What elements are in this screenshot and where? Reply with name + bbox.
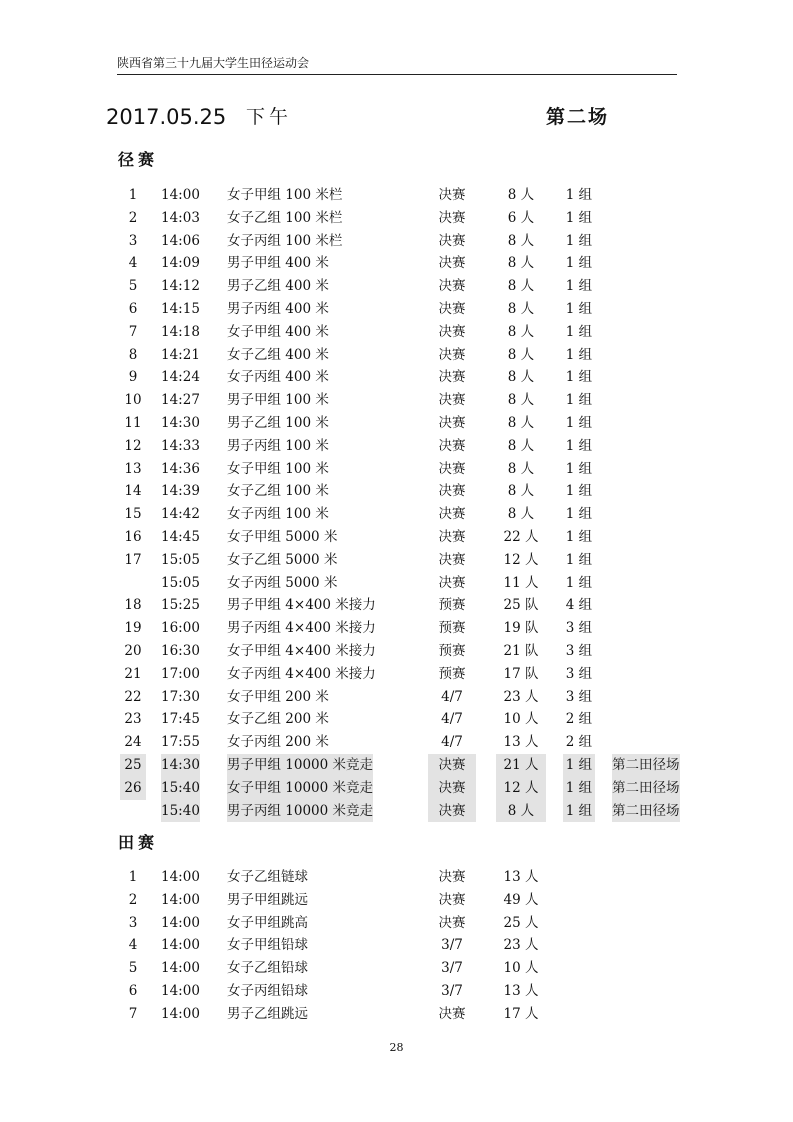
start-time: 14:09 xyxy=(161,255,200,272)
start-time: 17:00 xyxy=(161,665,200,682)
start-time: 14:00 xyxy=(161,869,200,885)
entry-count: 23 人 xyxy=(503,937,539,954)
row-number: 7 xyxy=(128,1005,138,1022)
round: 决赛 xyxy=(438,392,466,409)
start-time: 14:00 xyxy=(161,891,200,908)
entry-count: 17 人 xyxy=(503,1005,539,1022)
entry-count: 8 人 xyxy=(507,300,535,317)
entry-count: 21 队 xyxy=(503,642,539,659)
entry-count: 21 人 xyxy=(496,754,546,777)
row-number: 13 xyxy=(124,460,142,477)
group-count: 1 组 xyxy=(563,777,595,800)
row-number: 15 xyxy=(124,506,142,523)
table-row xyxy=(0,617,793,640)
venue: 第二田径场 xyxy=(612,754,680,777)
event-name: 女子甲组 4×400 米接力 xyxy=(227,642,376,659)
track-schedule-table xyxy=(0,184,793,822)
event-name: 女子甲组 400 米 xyxy=(227,323,329,340)
round: 决赛 xyxy=(438,551,466,568)
group-count: 1 组 xyxy=(565,300,593,317)
round: 决赛 xyxy=(438,506,466,523)
event-name: 女子甲组 5000 米 xyxy=(227,528,338,545)
page-number: 28 xyxy=(389,1041,404,1054)
start-time: 15:40 xyxy=(161,800,200,823)
table-row xyxy=(0,800,793,823)
event-name: 女子丙组 100 米 xyxy=(227,506,329,523)
table-row xyxy=(0,321,793,344)
row-number: 16 xyxy=(124,528,142,545)
group-count: 1 组 xyxy=(565,346,593,363)
start-time: 17:30 xyxy=(161,688,200,705)
round: 决赛 xyxy=(438,414,466,431)
row-number: 20 xyxy=(124,642,142,659)
round: 决赛 xyxy=(438,278,466,295)
table-row xyxy=(0,389,793,412)
group-count: 3 组 xyxy=(565,688,593,705)
schedule-date: 2017.05.25 xyxy=(106,105,227,129)
round: 决赛 xyxy=(438,483,466,500)
group-count: 1 组 xyxy=(565,255,593,272)
start-time: 14:00 xyxy=(161,937,200,954)
start-time: 17:55 xyxy=(161,734,200,751)
entry-count: 8 人 xyxy=(507,369,535,386)
round: 预赛 xyxy=(438,597,466,614)
event-name: 女子甲组 10000 米竞走 xyxy=(227,777,373,800)
group-count: 4 组 xyxy=(565,597,593,614)
table-row xyxy=(0,184,793,207)
row-number: 4 xyxy=(128,255,138,272)
round: 决赛 xyxy=(438,528,466,545)
round: 4/7 xyxy=(441,734,463,751)
start-time: 14:18 xyxy=(161,323,200,340)
event-name: 女子丙组铅球 xyxy=(227,982,308,999)
event-name: 女子丙组 200 米 xyxy=(227,734,329,751)
row-number: 3 xyxy=(128,232,138,249)
table-row xyxy=(0,298,793,321)
start-time: 15:40 xyxy=(161,777,200,800)
start-time: 17:45 xyxy=(161,711,200,728)
event-name: 男子丙组 400 米 xyxy=(227,300,329,317)
round: 决赛 xyxy=(438,187,466,203)
group-count: 1 组 xyxy=(565,506,593,523)
event-name: 女子丙组 4×400 米接力 xyxy=(227,665,376,682)
table-row xyxy=(0,889,793,912)
event-name: 男子甲组 4×400 米接力 xyxy=(227,597,376,614)
group-count: 1 组 xyxy=(565,392,593,409)
entry-count: 8 人 xyxy=(507,255,535,272)
group-count: 1 组 xyxy=(565,278,593,295)
table-row xyxy=(0,934,793,957)
event-name: 女子乙组铅球 xyxy=(227,960,308,977)
start-time: 14:24 xyxy=(161,369,200,386)
event-name: 女子丙组 400 米 xyxy=(227,369,329,386)
group-count: 2 组 xyxy=(565,734,593,751)
group-count: 1 组 xyxy=(565,551,593,568)
entry-count: 8 人 xyxy=(507,346,535,363)
entry-count: 8 人 xyxy=(507,278,535,295)
start-time: 14:03 xyxy=(161,209,200,226)
event-name: 男子甲组跳远 xyxy=(227,891,308,908)
round: 预赛 xyxy=(438,642,466,659)
group-count: 1 组 xyxy=(565,528,593,545)
start-time: 14:00 xyxy=(161,187,200,203)
row-number: 7 xyxy=(128,323,138,340)
meet-title: 陕西省第三十九届大学生田径运动会 xyxy=(117,56,310,70)
table-row xyxy=(0,1003,793,1026)
round: 决赛 xyxy=(438,869,466,885)
start-time: 14:21 xyxy=(161,346,200,363)
start-time: 14:30 xyxy=(161,754,200,777)
schedule-period: 下午 xyxy=(246,106,293,128)
start-time: 14:12 xyxy=(161,278,200,295)
round: 决赛 xyxy=(438,460,466,477)
table-row xyxy=(0,980,793,1003)
entry-count: 19 队 xyxy=(503,620,539,637)
round: 决赛 xyxy=(438,437,466,454)
entry-count: 8 人 xyxy=(507,187,535,203)
round: 决赛 xyxy=(438,232,466,249)
event-name: 女子甲组铅球 xyxy=(227,937,308,954)
round: 决赛 xyxy=(438,323,466,340)
start-time: 16:00 xyxy=(161,620,200,637)
entry-count: 17 队 xyxy=(503,665,539,682)
row-number: 22 xyxy=(124,688,142,705)
event-name: 男子甲组 400 米 xyxy=(227,255,329,272)
round: 决赛 xyxy=(438,346,466,363)
row-number: 25 xyxy=(120,754,146,777)
table-row xyxy=(0,754,793,777)
table-row xyxy=(0,663,793,686)
table-row xyxy=(0,912,793,935)
group-count: 3 组 xyxy=(565,620,593,637)
event-name: 女子乙组 400 米 xyxy=(227,346,329,363)
row-number: 5 xyxy=(128,278,138,295)
table-row xyxy=(0,344,793,367)
round: 3/7 xyxy=(441,982,463,999)
start-time: 14:42 xyxy=(161,506,200,523)
table-row xyxy=(0,480,793,503)
group-count: 3 组 xyxy=(565,665,593,682)
event-name: 女子甲组 200 米 xyxy=(227,688,329,705)
entry-count: 25 人 xyxy=(503,914,539,931)
table-row xyxy=(0,435,793,458)
group-count: 1 组 xyxy=(565,369,593,386)
schedule-session: 第二场 xyxy=(546,106,610,128)
group-count: 1 组 xyxy=(565,232,593,249)
group-count: 1 组 xyxy=(563,800,595,823)
round: 决赛 xyxy=(428,777,476,800)
row-number: 2 xyxy=(128,891,138,908)
event-name: 女子甲组 100 米 xyxy=(227,460,329,477)
entry-count: 12 人 xyxy=(496,777,546,800)
start-time: 14:00 xyxy=(161,982,200,999)
start-time: 14:15 xyxy=(161,300,200,317)
entry-count: 8 人 xyxy=(507,483,535,500)
start-time: 14:45 xyxy=(161,528,200,545)
table-row xyxy=(0,207,793,230)
entry-count: 13 人 xyxy=(503,982,539,999)
event-name: 女子乙组链球 xyxy=(227,869,308,885)
table-row xyxy=(0,526,793,549)
group-count: 1 组 xyxy=(565,437,593,454)
event-name: 女子丙组 100 米栏 xyxy=(227,232,343,249)
entry-count: 13 人 xyxy=(503,734,539,751)
entry-count: 8 人 xyxy=(507,414,535,431)
round: 决赛 xyxy=(438,914,466,931)
event-name: 男子丙组 10000 米竞走 xyxy=(227,800,373,823)
event-name: 男子乙组 400 米 xyxy=(227,278,329,295)
round: 决赛 xyxy=(428,754,476,777)
group-count: 3 组 xyxy=(565,642,593,659)
event-name: 男子甲组 100 米 xyxy=(227,392,329,409)
table-row xyxy=(0,458,793,481)
entry-count: 8 人 xyxy=(507,323,535,340)
row-number: 21 xyxy=(124,665,142,682)
event-name: 男子乙组跳远 xyxy=(227,1005,308,1022)
event-name: 女子乙组 5000 米 xyxy=(227,551,338,568)
row-number: 6 xyxy=(128,300,138,317)
row-number: 19 xyxy=(124,620,142,637)
start-time: 14:36 xyxy=(161,460,200,477)
row-number: 2 xyxy=(128,209,138,226)
round: 决赛 xyxy=(438,574,466,591)
round: 4/7 xyxy=(441,688,463,705)
venue: 第二田径场 xyxy=(612,800,680,823)
table-row xyxy=(0,957,793,980)
table-row xyxy=(0,708,793,731)
entry-count: 25 队 xyxy=(503,597,539,614)
row-number: 4 xyxy=(128,937,138,954)
start-time: 14:39 xyxy=(161,483,200,500)
group-count: 1 组 xyxy=(565,323,593,340)
row-number: 1 xyxy=(128,187,138,203)
table-row xyxy=(0,549,793,572)
table-row xyxy=(0,731,793,754)
row-number: 14 xyxy=(124,483,142,500)
row-number: 10 xyxy=(124,392,142,409)
table-row xyxy=(0,275,793,298)
start-time: 16:30 xyxy=(161,642,200,659)
row-number: 8 xyxy=(128,346,138,363)
start-time: 14:00 xyxy=(161,1005,200,1022)
round: 3/7 xyxy=(441,937,463,954)
table-row xyxy=(0,572,793,595)
row-number: 18 xyxy=(124,597,142,614)
row-number: 5 xyxy=(128,960,138,977)
entry-count: 49 人 xyxy=(503,891,539,908)
start-time: 14:00 xyxy=(161,960,200,977)
group-count: 1 组 xyxy=(563,754,595,777)
event-name: 女子甲组跳高 xyxy=(227,914,308,931)
entry-count: 8 人 xyxy=(507,506,535,523)
table-row xyxy=(0,686,793,709)
field-schedule-table xyxy=(0,866,793,1026)
table-row xyxy=(0,503,793,526)
group-count: 1 组 xyxy=(565,414,593,431)
entry-count: 23 人 xyxy=(503,688,539,705)
start-time: 15:05 xyxy=(161,574,200,591)
entry-count: 6 人 xyxy=(507,209,535,226)
group-count: 1 组 xyxy=(565,483,593,500)
entry-count: 12 人 xyxy=(503,551,539,568)
entry-count: 8 人 xyxy=(507,232,535,249)
table-row xyxy=(0,230,793,253)
row-number: 26 xyxy=(120,777,146,800)
entry-count: 13 人 xyxy=(503,869,539,885)
round: 3/7 xyxy=(441,960,463,977)
entry-count: 8 人 xyxy=(507,460,535,477)
table-row xyxy=(0,640,793,663)
row-number: 17 xyxy=(124,551,142,568)
round: 决赛 xyxy=(438,891,466,908)
start-time: 14:27 xyxy=(161,392,200,409)
row-number: 23 xyxy=(124,711,142,728)
event-name: 女子甲组 100 米栏 xyxy=(227,187,343,203)
row-number: 1 xyxy=(128,869,138,885)
running-header xyxy=(117,56,677,75)
start-time: 14:30 xyxy=(161,414,200,431)
group-count: 1 组 xyxy=(565,209,593,226)
row-number: 3 xyxy=(128,914,138,931)
entry-count: 8 人 xyxy=(496,800,546,823)
venue: 第二田径场 xyxy=(612,777,680,800)
table-row xyxy=(0,594,793,617)
start-time: 15:25 xyxy=(161,597,200,614)
event-name: 男子甲组 10000 米竞走 xyxy=(227,754,373,777)
round: 预赛 xyxy=(438,620,466,637)
group-count: 1 组 xyxy=(565,460,593,477)
row-number: 9 xyxy=(128,369,138,386)
row-number: 11 xyxy=(124,414,142,431)
event-name: 女子乙组 100 米栏 xyxy=(227,209,343,226)
round: 预赛 xyxy=(438,665,466,682)
entry-count: 10 人 xyxy=(503,711,539,728)
event-name: 男子丙组 100 米 xyxy=(227,437,329,454)
entry-count: 22 人 xyxy=(503,528,539,545)
group-count: 2 组 xyxy=(565,711,593,728)
start-time: 14:33 xyxy=(161,437,200,454)
start-time: 14:06 xyxy=(161,232,200,249)
round: 决赛 xyxy=(428,800,476,823)
field-heading: 田赛 xyxy=(118,833,159,852)
entry-count: 11 人 xyxy=(503,574,539,591)
row-number: 12 xyxy=(124,437,142,454)
entry-count: 8 人 xyxy=(507,437,535,454)
start-time: 15:05 xyxy=(161,551,200,568)
group-count: 1 组 xyxy=(565,187,593,203)
table-row xyxy=(0,252,793,275)
table-row xyxy=(0,777,793,800)
round: 决赛 xyxy=(438,300,466,317)
event-name: 男子乙组 100 米 xyxy=(227,414,329,431)
row-number: 6 xyxy=(128,982,138,999)
entry-count: 10 人 xyxy=(503,960,539,977)
event-name: 女子丙组 5000 米 xyxy=(227,574,338,591)
table-row xyxy=(0,366,793,389)
table-row xyxy=(0,866,793,889)
event-name: 男子丙组 4×400 米接力 xyxy=(227,620,376,637)
table-row xyxy=(0,412,793,435)
track-heading: 径赛 xyxy=(118,150,159,169)
round: 4/7 xyxy=(441,711,463,728)
row-number: 24 xyxy=(124,734,142,751)
round: 决赛 xyxy=(438,1005,466,1022)
round: 决赛 xyxy=(438,369,466,386)
event-name: 女子乙组 200 米 xyxy=(227,711,329,728)
round: 决赛 xyxy=(438,209,466,226)
entry-count: 8 人 xyxy=(507,392,535,409)
start-time: 14:00 xyxy=(161,914,200,931)
round: 决赛 xyxy=(438,255,466,272)
group-count: 1 组 xyxy=(565,574,593,591)
event-name: 女子乙组 100 米 xyxy=(227,483,329,500)
